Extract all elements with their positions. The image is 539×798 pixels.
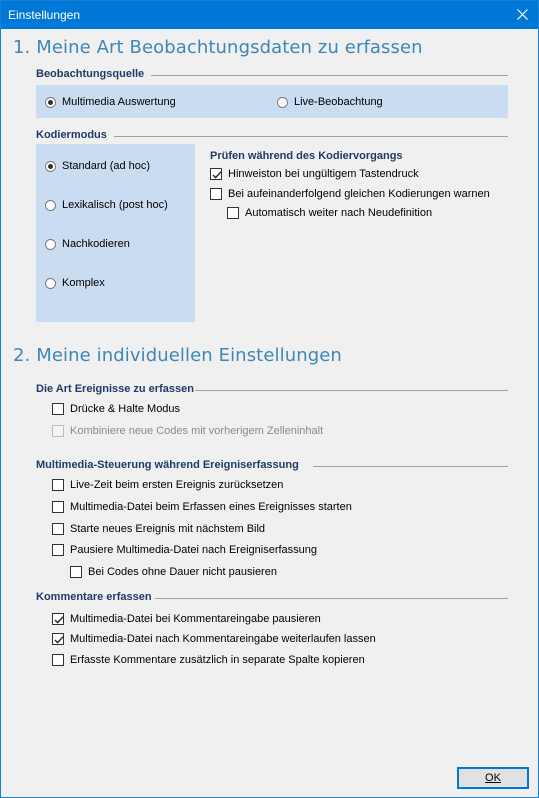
checkbox-kommentare-kopieren[interactable] bbox=[52, 654, 365, 666]
radio-indicator bbox=[45, 239, 56, 250]
radio-nachkodieren[interactable] bbox=[45, 238, 130, 250]
checkbox-label: Kombiniere neue Codes mit vorherigem Zelleninhalt bbox=[70, 425, 324, 437]
checkbox-multimedia-starten[interactable] bbox=[52, 501, 352, 513]
radio-label: Multimedia Auswertung bbox=[62, 96, 176, 108]
radio-live-beobachtung[interactable] bbox=[277, 96, 383, 108]
checkbox-label: Live-Zeit beim ersten Ereignis zurücksetzen bbox=[70, 479, 284, 491]
checkbox-indicator bbox=[227, 207, 239, 219]
checkbox-indicator bbox=[52, 501, 64, 513]
checkbox-label: Pausiere Multimedia-Datei nach Ereigniserfassung bbox=[70, 544, 318, 556]
checkmark-icon bbox=[211, 169, 223, 181]
radio-label: Live-Beobachtung bbox=[294, 96, 383, 108]
radio-label: Lexikalisch (post hoc) bbox=[62, 199, 168, 211]
checkbox-kommentar-weiterlaufen[interactable] bbox=[52, 633, 376, 645]
checkbox-indicator bbox=[52, 479, 64, 491]
close-icon bbox=[517, 9, 528, 20]
checkbox-label: Bei aufeinanderfolgend gleichen Kodierungen warnen bbox=[228, 188, 490, 200]
checkbox-label: Multimedia-Datei bei Kommentareingabe pausieren bbox=[70, 613, 321, 625]
checkbox-naechstes-bild[interactable] bbox=[52, 523, 265, 535]
radio-indicator bbox=[277, 97, 288, 108]
radio-komplex[interactable] bbox=[45, 277, 105, 289]
checkbox-indicator bbox=[52, 613, 64, 625]
checkbox-label: Bei Codes ohne Dauer nicht pausieren bbox=[88, 566, 277, 578]
title-bar bbox=[1, 1, 538, 29]
checkbox-kombiniere-codes[interactable] bbox=[52, 425, 323, 437]
section1-heading: 1. Meine Art Beobachtungsdaten zu erfassen bbox=[13, 37, 423, 58]
ok-button-label: OK bbox=[485, 772, 501, 784]
checkbox-label: Drücke & Halte Modus bbox=[70, 403, 181, 415]
checkbox-live-zeit[interactable] bbox=[52, 479, 283, 491]
window-title: Einstellungen bbox=[8, 8, 81, 22]
checkbox-label: Hinweiston bei ungültigem Tastendruck bbox=[228, 168, 419, 180]
checkbox-indicator bbox=[52, 633, 64, 645]
radio-label: Nachkodieren bbox=[62, 238, 130, 250]
checkbox-automatisch-weiter[interactable] bbox=[227, 207, 432, 219]
checkbox-indicator bbox=[52, 544, 64, 556]
checkbox-pausiere-multimedia[interactable] bbox=[52, 544, 317, 556]
section2-heading: 2. Meine individuellen Einstellungen bbox=[13, 345, 342, 366]
check-group-label: Prüfen während des Kodiervorgangs bbox=[210, 150, 403, 162]
radio-indicator bbox=[45, 278, 56, 289]
checkbox-hinweiston[interactable] bbox=[210, 168, 419, 180]
checkbox-label: Automatisch weiter nach Neudefinition bbox=[245, 207, 433, 219]
comments-group-label: Kommentare erfassen bbox=[36, 591, 152, 603]
checkbox-gleiche-kodierungen[interactable] bbox=[210, 188, 490, 200]
radio-lexikalisch[interactable] bbox=[45, 199, 168, 211]
radio-label: Standard (ad hoc) bbox=[62, 160, 151, 172]
checkmark-icon bbox=[53, 634, 65, 646]
checkbox-label: Multimedia-Datei nach Kommentareingabe weiterlaufen lassen bbox=[70, 633, 376, 645]
close-button[interactable] bbox=[508, 1, 538, 29]
comments-separator bbox=[155, 598, 508, 599]
checkbox-label: Erfasste Kommentare zusätzlich in separate Spalte kopieren bbox=[70, 654, 365, 666]
checkbox-indicator bbox=[52, 403, 64, 415]
checkbox-indicator bbox=[52, 523, 64, 535]
radio-standard[interactable] bbox=[45, 160, 150, 172]
radio-indicator bbox=[45, 97, 56, 108]
events-separator bbox=[195, 390, 508, 391]
mode-group-label: Kodiermodus bbox=[36, 129, 107, 141]
source-separator bbox=[151, 75, 508, 76]
checkbox-label: Starte neues Ereignis mit nächstem Bild bbox=[70, 523, 266, 535]
radio-indicator bbox=[45, 200, 56, 211]
checkbox-druecke-halte[interactable] bbox=[52, 403, 180, 415]
checkbox-indicator bbox=[52, 425, 64, 437]
checkbox-indicator bbox=[210, 168, 222, 180]
checkbox-label: Multimedia-Datei beim Erfassen eines Ereignisses starten bbox=[70, 501, 352, 513]
checkbox-indicator bbox=[70, 566, 82, 578]
checkbox-codes-ohne-dauer[interactable] bbox=[70, 566, 277, 578]
events-group-label: Die Art Ereignisse zu erfassen bbox=[36, 383, 194, 395]
checkbox-indicator bbox=[210, 188, 222, 200]
mode-separator bbox=[114, 136, 508, 137]
checkbox-indicator bbox=[52, 654, 64, 666]
source-group-label: Beobachtungsquelle bbox=[36, 68, 145, 80]
checkmark-icon bbox=[53, 614, 65, 626]
multimedia-group-label: Multimedia-Steuerung während Ereigniserfassung bbox=[36, 459, 299, 471]
radio-label: Komplex bbox=[62, 277, 105, 289]
radio-indicator bbox=[45, 161, 56, 172]
multimedia-separator bbox=[313, 466, 508, 467]
radio-multimedia-auswertung[interactable] bbox=[45, 96, 176, 108]
checkbox-kommentar-pausieren[interactable] bbox=[52, 613, 321, 625]
ok-button[interactable] bbox=[457, 767, 529, 789]
